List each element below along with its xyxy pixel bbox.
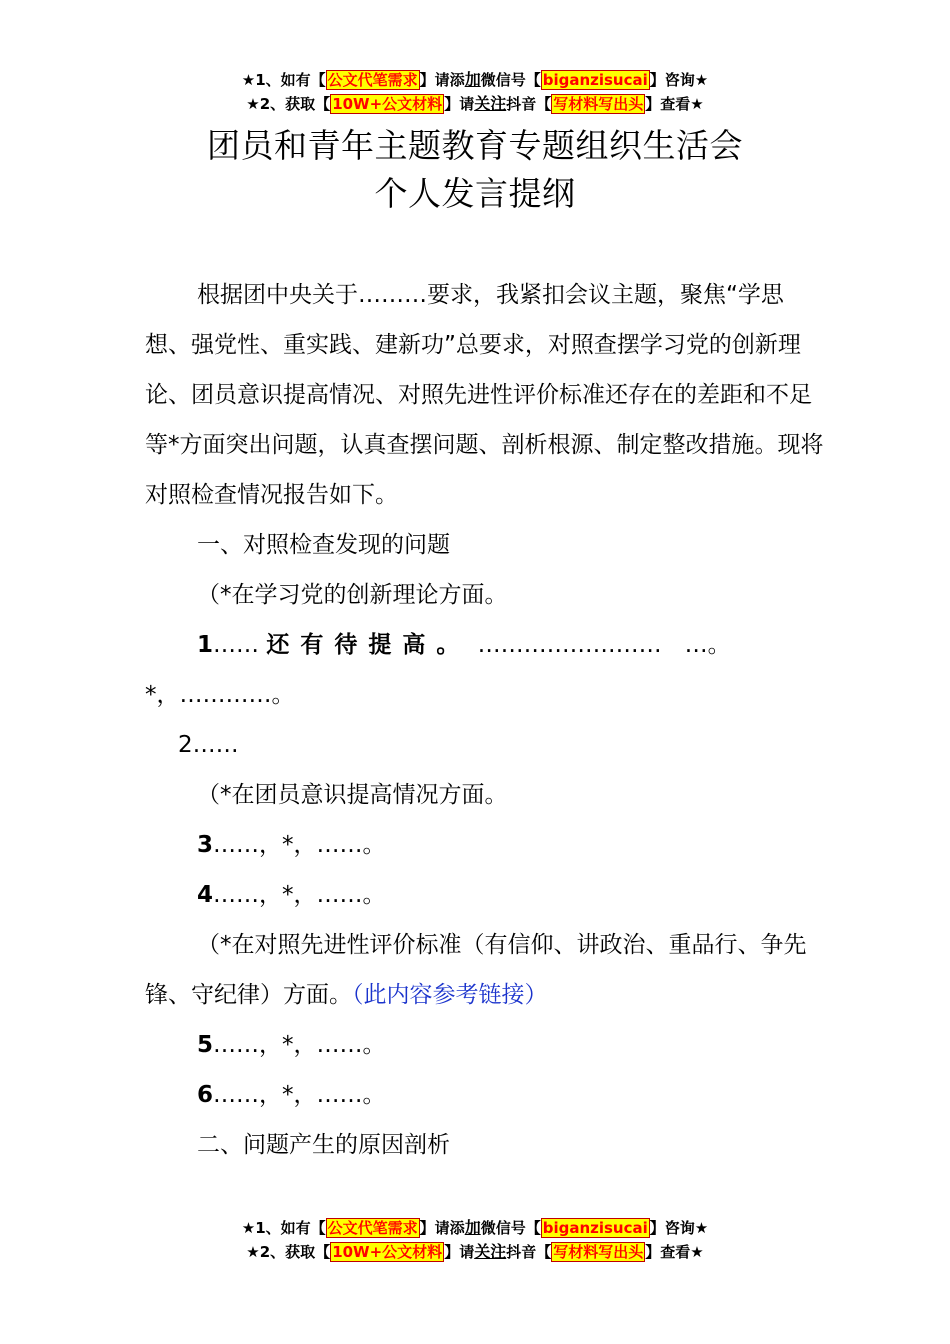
item-1-continuation: *，…………。: [145, 682, 295, 708]
banner-text: ★2、获取【: [246, 95, 331, 113]
banner-text: ★1、如有【: [241, 1219, 326, 1237]
banner-underlined: 关注: [474, 94, 507, 113]
banner-text: 】请添: [419, 1219, 465, 1237]
section-heading-1: 一、对照检查发现的问题: [197, 532, 450, 558]
banner-highlight: 10W+公文材料: [332, 95, 443, 113]
item-number: 6: [197, 1082, 214, 1108]
banner-text: ★1、如有【: [241, 71, 326, 89]
bottom-banner: [0, 1216, 950, 1264]
item-text: …………………… …。: [477, 632, 731, 658]
banner-text: 微信号【: [480, 71, 541, 89]
banner-highlight: 公文代笔需求: [327, 1219, 418, 1237]
document-body: [145, 270, 825, 1170]
item-text: ……，*，……。: [213, 1032, 386, 1058]
item-4: [145, 870, 825, 920]
item-text: ……，*，……。: [213, 832, 386, 858]
document-title: [0, 123, 950, 217]
banner-text: 】查看★: [645, 95, 704, 113]
section-heading-2: 二、问题产生的原因剖析: [197, 1132, 450, 1158]
banner-text: 】查看★: [645, 1243, 704, 1261]
banner-text: 抖音【: [506, 1243, 552, 1261]
title-line-2: 个人发言提纲: [374, 174, 576, 213]
banner-text: 微信号【: [480, 1219, 541, 1237]
item-number: 1: [197, 632, 214, 658]
banner-highlight: biganzisucai: [542, 71, 648, 89]
banner-text: 】请: [444, 1243, 475, 1261]
banner-underlined: 加: [464, 70, 481, 89]
banner-underlined: 加: [464, 1218, 481, 1237]
banner-highlight: 10W+公文材料: [332, 1243, 443, 1261]
item-bold-text: 还有待提高。: [266, 632, 471, 658]
banner-text: 】请: [444, 95, 475, 113]
subsection-2: （*在团员意识提高情况方面。: [197, 782, 508, 808]
item-6: [145, 1070, 825, 1120]
reference-link[interactable]: （此内容参考链接）: [352, 982, 548, 1008]
banner-text: 】咨询★: [649, 1219, 709, 1237]
item-3: [145, 820, 825, 870]
subsection-1: （*在学习党的创新理论方面。: [197, 582, 508, 608]
banner-line-1: [0, 1216, 950, 1240]
subsection-3-text: （*在对照先进性评价标准（有信仰、讲政治、重品行、争先锋、守纪律）方面。: [145, 932, 807, 1008]
banner-line-1: [0, 68, 950, 92]
item-text: ……: [213, 632, 260, 658]
top-banner: [0, 68, 950, 116]
item-number: 5: [197, 1032, 214, 1058]
subsection-3: [145, 920, 825, 1020]
banner-underlined: 关注: [474, 1242, 507, 1261]
item-text: ……，*，……。: [213, 882, 386, 908]
banner-text: 】请添: [419, 71, 465, 89]
item-number: 3: [197, 832, 214, 858]
item-text: ……，*，……。: [213, 1082, 386, 1108]
banner-line-2: [0, 1240, 950, 1264]
item-number: 4: [197, 882, 214, 908]
banner-text: 】咨询★: [649, 71, 709, 89]
banner-highlight: 公文代笔需求: [327, 71, 418, 89]
banner-highlight: 写材料写出头: [553, 95, 644, 113]
banner-text: ★2、获取【: [246, 1243, 331, 1261]
banner-highlight: 写材料写出头: [553, 1243, 644, 1261]
banner-highlight: biganzisucai: [542, 1219, 648, 1237]
banner-text: 抖音【: [506, 95, 552, 113]
banner-line-2: [0, 92, 950, 116]
item-5: [145, 1020, 825, 1070]
item-1: [145, 620, 825, 670]
item-2: 2……: [178, 732, 239, 758]
intro-paragraph: 根据团中央关于………要求，我紧扣会议主题，聚焦“学思想、强党性、重实践、建新功”总要求，对照查摆学习党的创新理论、团员意识提高情况、对照先进性评价标准还存在的差距和不足等*方面突出问题，认真查摆问题、剖析根源、制定整改措施。现将对照检查情况报告如下。: [145, 282, 824, 508]
title-line-1: 团员和青年主题教育专题组织生活会: [207, 126, 743, 165]
